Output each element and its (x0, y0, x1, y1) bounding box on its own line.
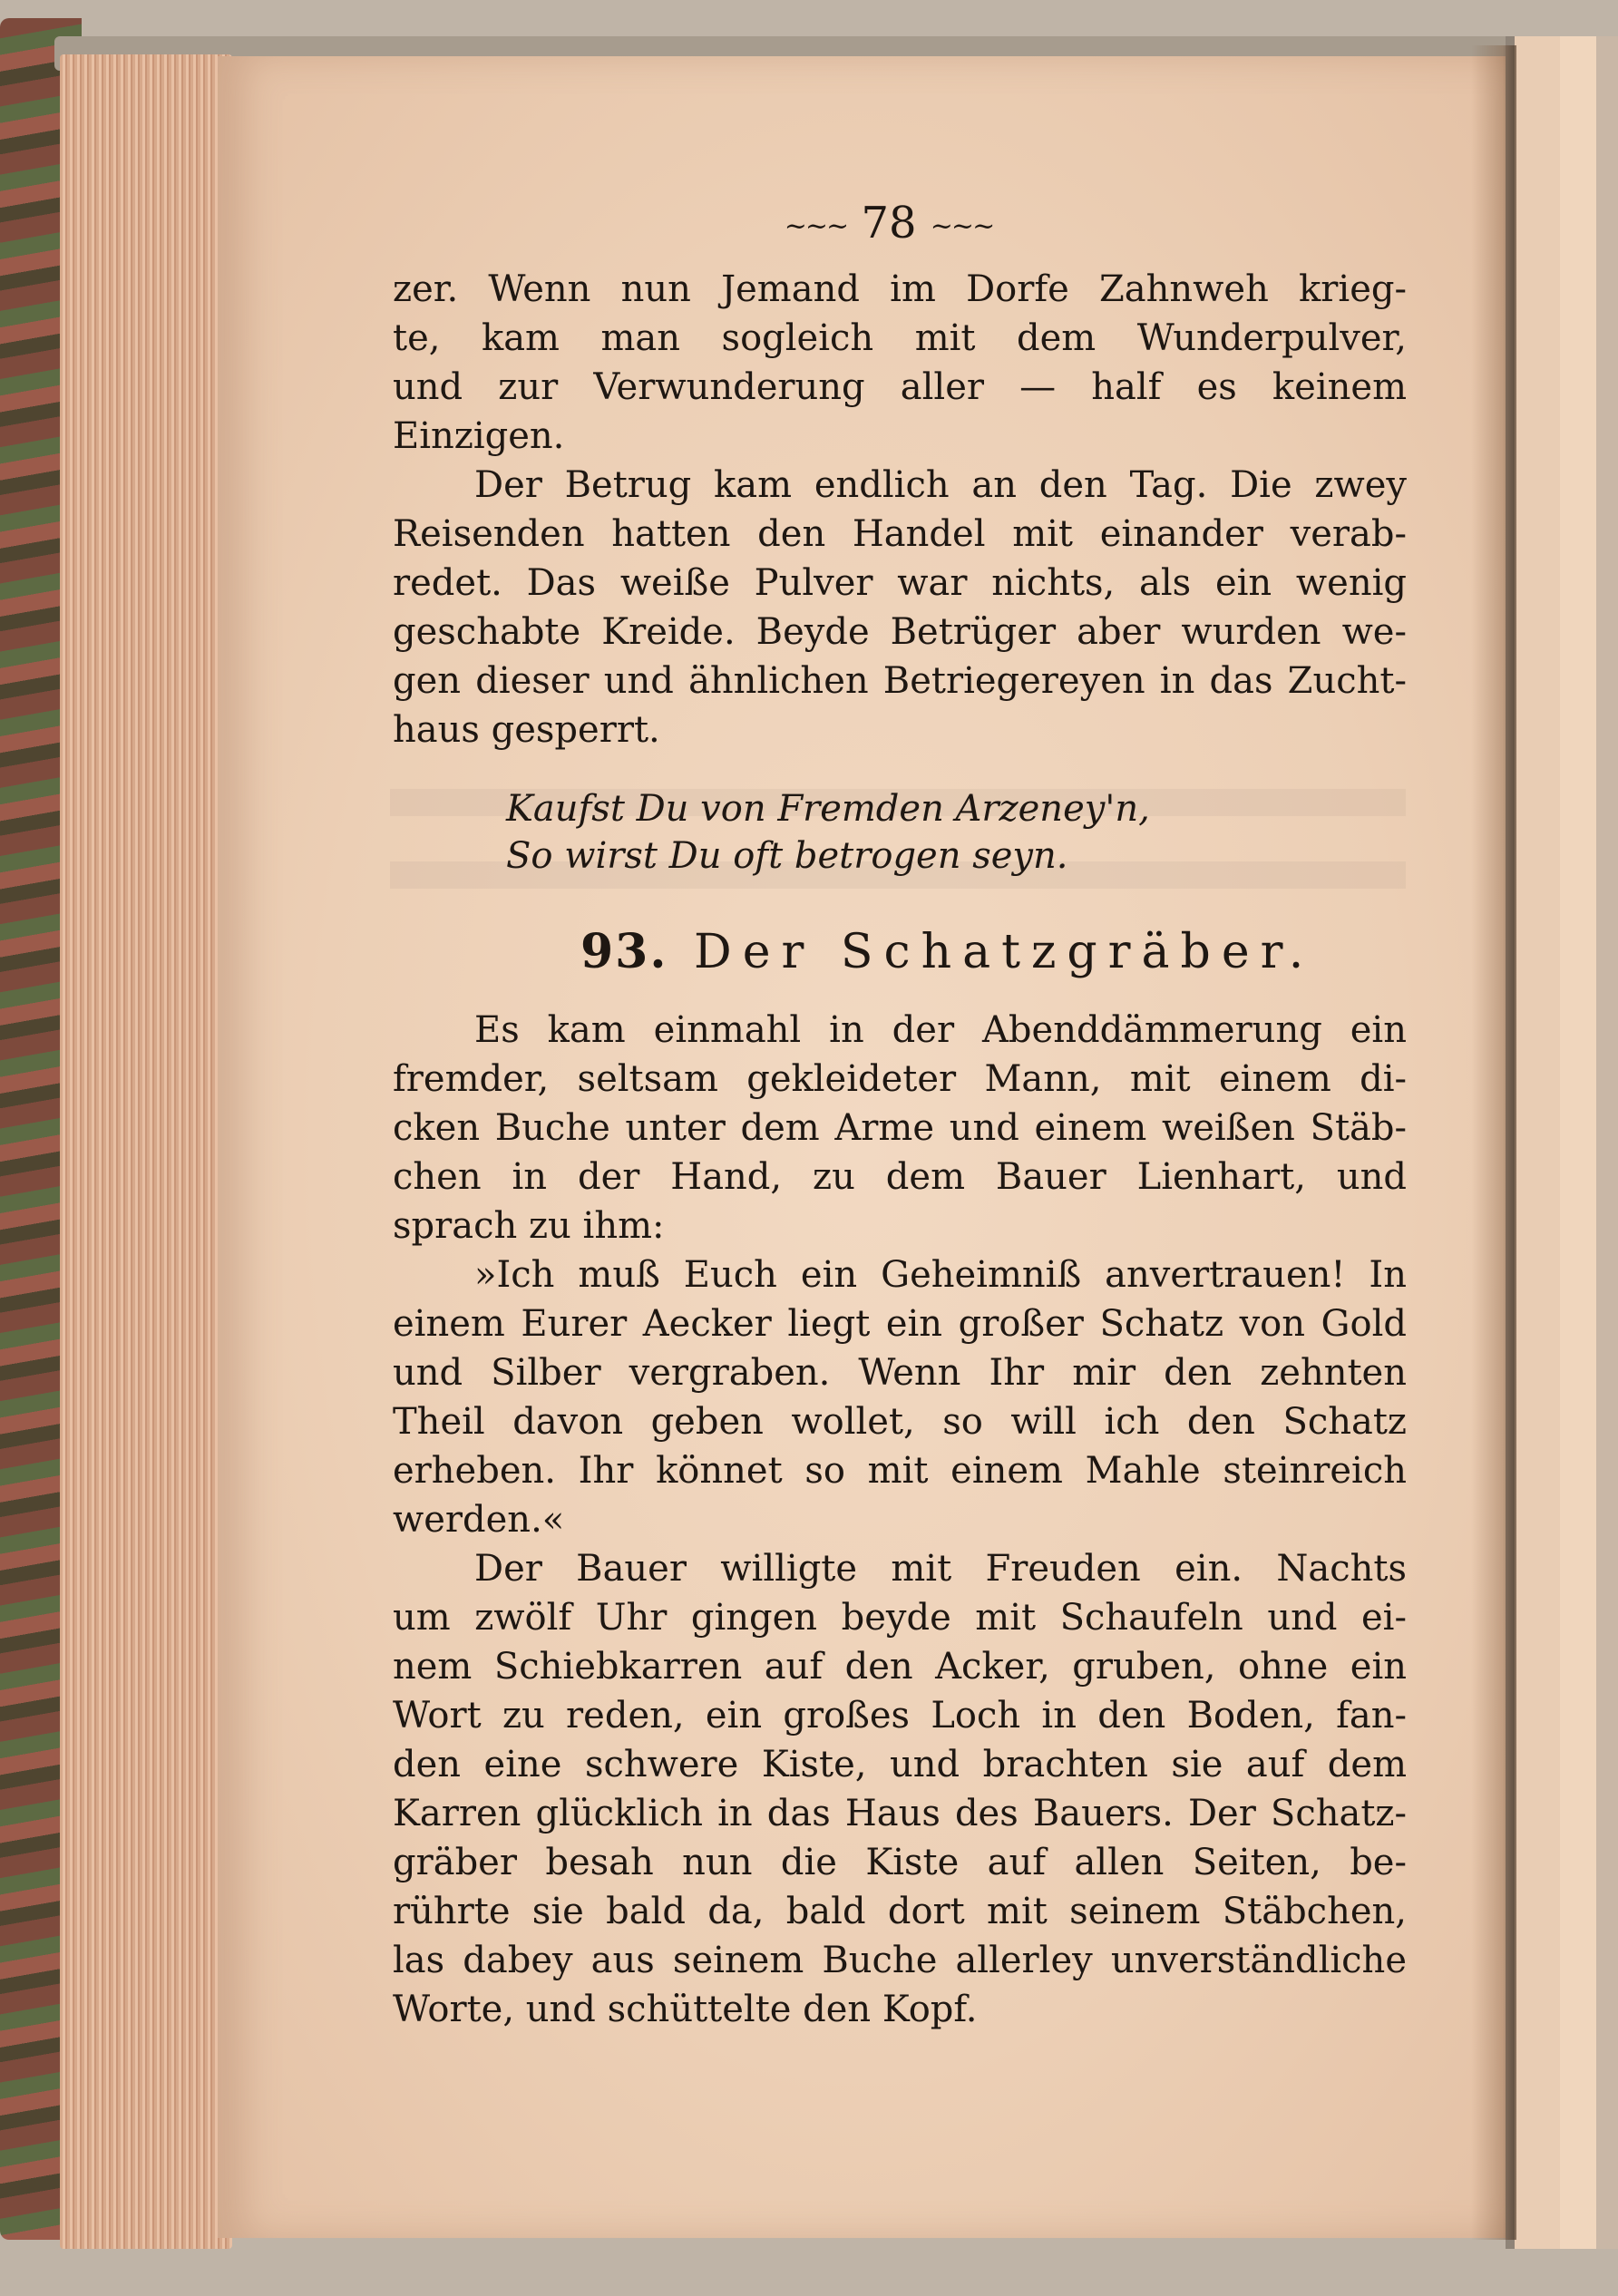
text-line: zer. Wenn nun Jemand im Dorfe Zahnweh krieg- (393, 268, 1407, 310)
text-line: chen in der Hand, zu dem Bauer Lienhart, und (393, 1156, 1407, 1198)
text-line: geschabte Kreide. Beyde Betrüger aber wurden we- (393, 611, 1407, 653)
text-line: te, kam man sogleich mit dem Wunderpulver, (393, 317, 1407, 359)
text-line: Der Betrug kam endlich an den Tag. Die zwey (474, 464, 1407, 506)
text-line: gräber besah nun die Kiste auf allen Seiten, be- (393, 1842, 1407, 1883)
text-line: haus gesperrt. (393, 709, 660, 751)
text-line: Einzigen. (393, 415, 565, 457)
text-line: rührte sie bald da, bald dort mit seinem Stäbchen, (393, 1891, 1407, 1932)
page-gutter-shadow (1471, 45, 1516, 2240)
text-line: Karren glücklich in das Haus des Bauers. Der Schatz- (393, 1793, 1407, 1834)
text-line: cken Buche unter dem Arme und einem weißen Stäb- (393, 1107, 1407, 1149)
text-line: »Ich muß Euch ein Geheimniß anvertrauen! In (474, 1254, 1407, 1296)
text-line: den eine schwere Kiste, und brachten sie auf dem (393, 1744, 1407, 1785)
text-line: redet. Das weiße Pulver war nichts, als ein wenig (393, 562, 1407, 604)
section-title: Der Schatzgräber. (694, 925, 1315, 979)
text-line: Worte, und schüttelte den Kopf. (393, 1989, 978, 2030)
text-line: Es kam einmahl in der Abenddämmerung ein (474, 1009, 1407, 1051)
page-edges (60, 54, 232, 2249)
section-heading (580, 920, 1315, 984)
text-line: erheben. Ihr könnet so mit einem Mahle steinreich (393, 1450, 1407, 1492)
verse-line: So wirst Du oft betrogen seyn. (506, 835, 1068, 877)
text-line: und Silber vergraben. Wenn Ihr mir den zehnten (393, 1352, 1407, 1394)
text-line: werden.« (393, 1499, 565, 1541)
ornament-dash-right: ~~~ (930, 210, 994, 242)
text-line: Wort zu reden, ein großes Loch in den Boden, fan- (393, 1695, 1407, 1737)
page-number (744, 198, 1034, 248)
text-line: Theil davon geben wollet, so will ich den Schatz (393, 1401, 1407, 1443)
text-line: Reisenden hatten den Handel mit einander verab- (393, 513, 1407, 555)
page-number-value: 78 (861, 198, 917, 248)
text-line: las dabey aus seinem Buche allerley unverständliche (393, 1940, 1407, 1981)
section-number: 93. (580, 924, 668, 979)
text-line: sprach zu ihm: (393, 1205, 665, 1247)
text-line: Der Bauer willigte mit Freuden ein. Nachts (474, 1548, 1407, 1590)
text-line: fremder, seltsam gekleideter Mann, mit einem di- (393, 1058, 1407, 1100)
ornament-dash-left: ~~~ (784, 210, 848, 242)
text-line: und zur Verwunderung aller — half es keinem (393, 366, 1407, 408)
text-line: gen dieser und ähnlichen Betriegereyen in das Zucht- (393, 660, 1407, 702)
text-line: um zwölf Uhr gingen beyde mit Schaufeln und ei- (393, 1597, 1407, 1639)
text-line: einem Eurer Aecker liegt ein großer Schatz von Gold (393, 1303, 1407, 1345)
text-line: nem Schiebkarren auf den Acker, gruben, ohne ein (393, 1646, 1407, 1688)
facing-page-edge (1506, 36, 1618, 2249)
verse-line: Kaufst Du von Fremden Arzeney'n, (506, 788, 1150, 830)
